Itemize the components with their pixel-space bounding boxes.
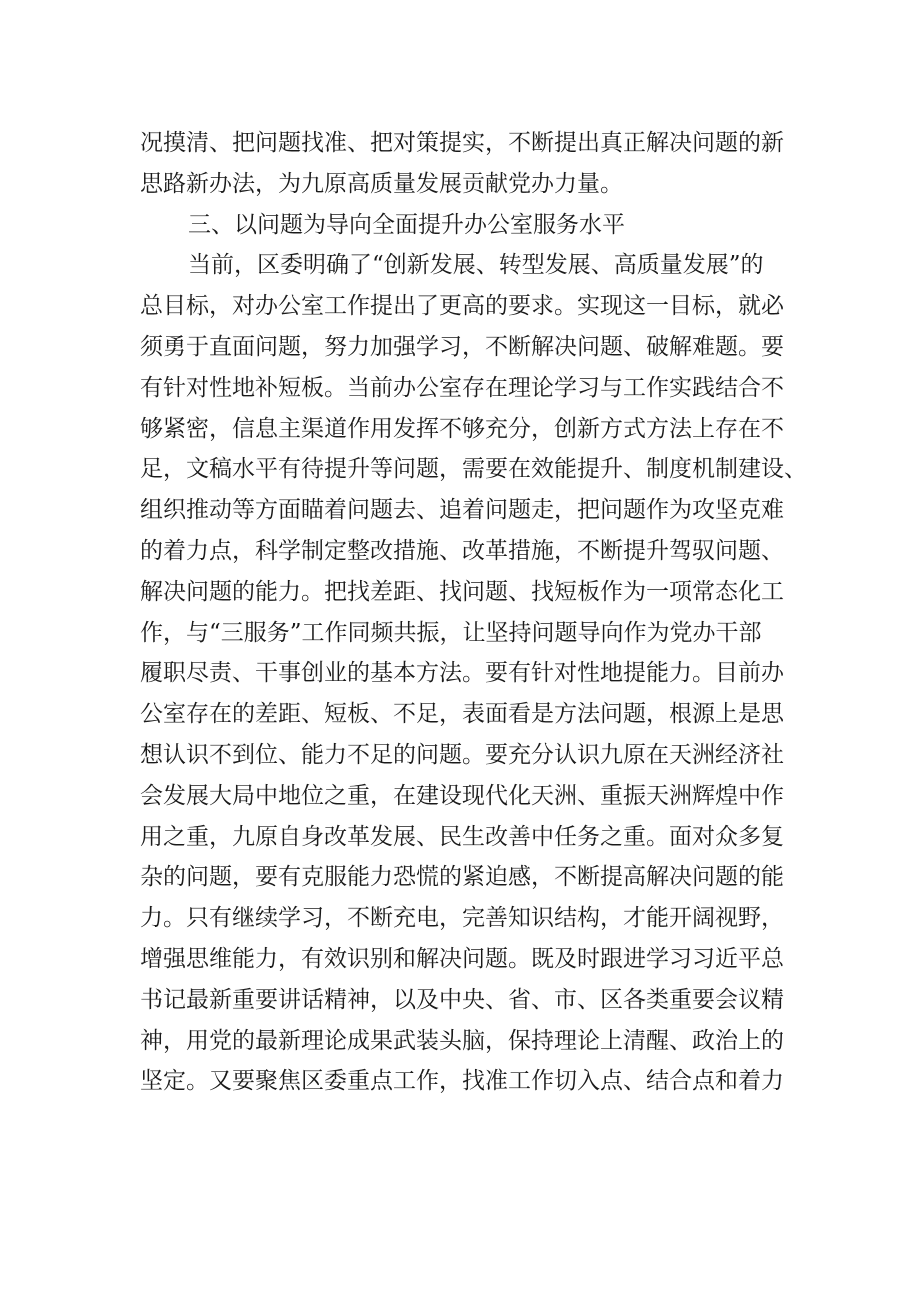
body-line: 神，用党的最新理论成果武装头脑，保持理论上清醒、政治上的 [140,1027,784,1054]
document-body [140,123,807,1102]
body-line: 杂的问题，要有克服能力恐慌的紧迫感，不断提高解决问题的能 [140,864,784,891]
paragraph-first-line: 当前，区委明确了“创新发展、转型发展、高质量发展”的 [188,252,764,279]
body-line: 组织推动等方面瞄着问题去、追着问题走，把问题作为攻坚克难 [140,497,784,524]
body-line: 有针对性地补短板。当前办公室存在理论学习与工作实践结合不 [140,374,784,401]
body-line: 想认识不到位、能力不足的问题。要充分认识九原在天洲经济社 [140,741,784,768]
body-line: 足，文稿水平有待提升等问题，需要在效能提升、制度机制建设、 [140,456,807,483]
body-line: 增强思维能力，有效识别和解决问题。既及时跟进学习习近平总 [140,945,784,972]
body-line: 思路新办法，为九原高质量发展贡献党办力量。 [140,170,623,197]
body-line: 的着力点，科学制定整改措施、改革措施，不断提升驾驭问题、 [140,537,784,564]
section-heading: 三、以问题为导向全面提升办公室服务水平 [188,211,625,238]
body-line: 用之重，九原自身改革发展、民生改善中任务之重。面对众多复 [140,823,784,850]
body-line: 作，与“三服务”工作同频共振，让坚持问题导向作为党办干部 [140,619,762,646]
body-line: 况摸清、把问题找准、把对策提实，不断提出真正解决问题的新 [140,130,784,156]
body-line: 公室存在的差距、短板、不足，表面看是方法问题，根源上是思 [140,701,784,728]
body-line: 坚定。又要聚焦区委重点工作，找准工作切入点、结合点和着力 [140,1068,784,1095]
body-line: 总目标，对办公室工作提出了更高的要求。实现这一目标，就必 [140,293,784,320]
body-line: 力。只有继续学习，不断充电，完善知识结构，才能开阔视野， [140,905,784,932]
body-line: 书记最新重要讲话精神，以及中央、省、市、区各类重要会议精 [140,986,784,1013]
body-line: 会发展大局中地位之重，在建设现代化天洲、重振天洲辉煌中作 [140,782,784,809]
body-line: 履职尽责、干事创业的基本方法。要有针对性地提能力。目前办 [140,660,784,687]
body-line: 须勇于直面问题，努力加强学习，不断解决问题、破解难题。要 [140,333,784,360]
body-line: 够紧密，信息主渠道作用发挥不够充分，创新方式方法上存在不 [140,415,784,442]
body-line: 解决问题的能力。把找差距、找问题、找短板作为一项常态化工 [140,578,784,605]
